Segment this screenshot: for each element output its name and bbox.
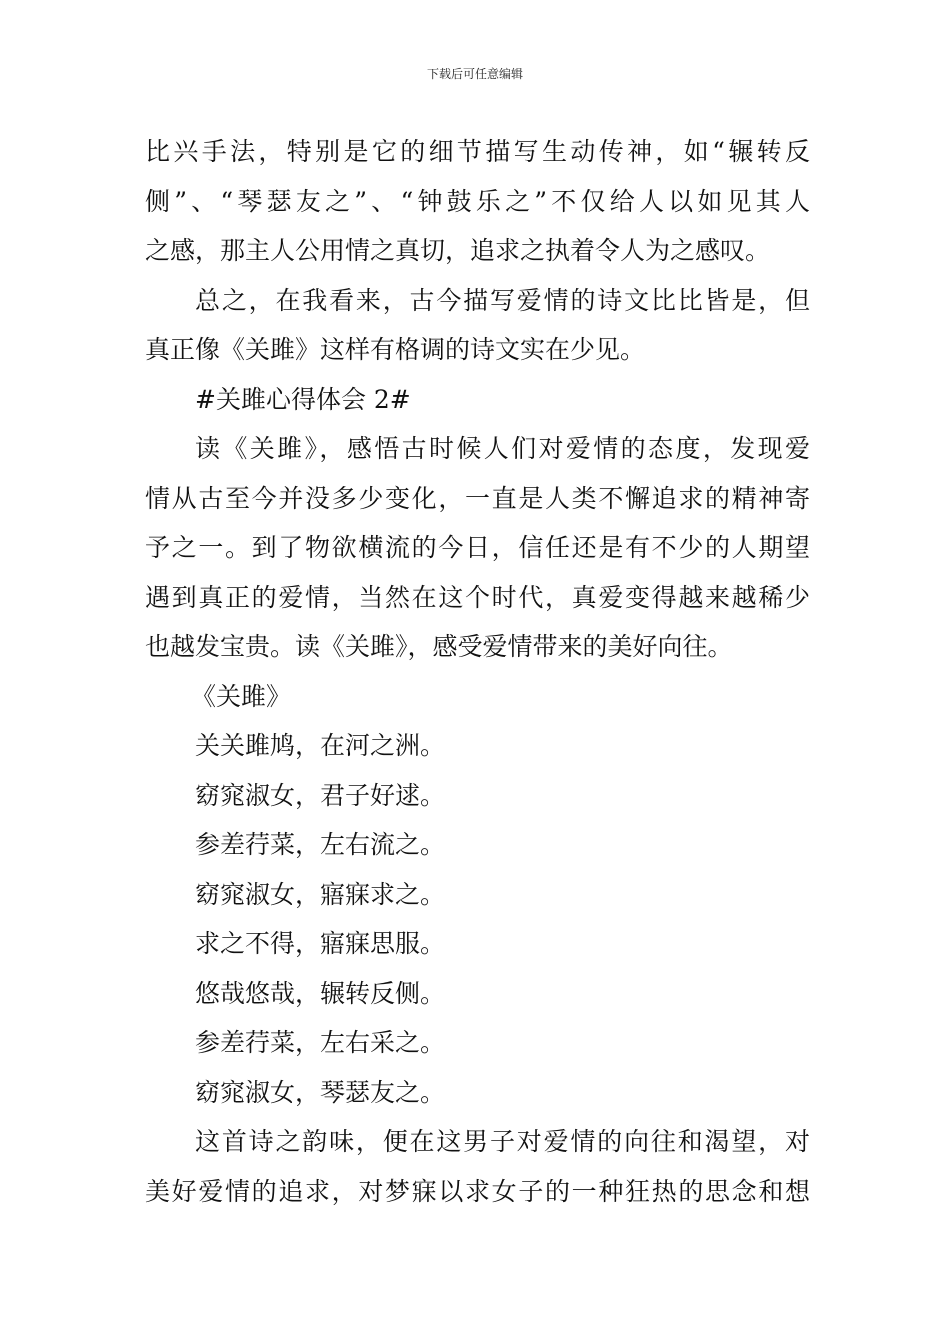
paragraph-start: 读《关雎》，感悟古时候人们对爱情的态度，发现爱 [195, 434, 810, 463]
poem-line: 关关雎鸠，在河之洲。 [195, 731, 446, 760]
poem-line: 悠哉悠哉，辗转反侧。 [195, 978, 446, 1008]
text-line: 美好爱情的追求，对梦寐以求女子的一种狂热的思念和想 [145, 1176, 810, 1206]
text-line: 比兴手法，特别是它的细节描写生动传神，如“辗转反 [145, 137, 810, 166]
text-line: 情从古至今并没多少变化，一直是人类不懈追求的精神寄 [145, 483, 810, 513]
poem-line: 窈窕淑女，寤寐求之。 [195, 879, 446, 909]
poem-line: 窈窕淑女，君子好逑。 [195, 780, 446, 810]
poem-title: 《关雎》 [191, 681, 292, 711]
text-line: 之感，那主人公用情之真切，追求之执着令人为之感叹。 [145, 236, 771, 265]
section-heading: #关雎心得体会 2# [195, 384, 411, 414]
page-header: 下载后可任意编辑 [426, 67, 523, 81]
text-line: 予之一。到了物欲横流的今日，信任还是有不少的人期望 [145, 533, 810, 562]
text-line: 也越发宝贵。读《关雎》，感受爱情带来的美好向往。 [145, 632, 733, 661]
paragraph-start: 总之，在我看来，古今描写爱情的诗文比比皆是，但 [195, 285, 810, 315]
text-line: 真正像《关雎》这样有格调的诗文实在少见。 [145, 335, 646, 364]
poem-line: 参差荇菜，左右采之。 [195, 1028, 446, 1057]
text-line: 遇到真正的爱情，当然在这个时代，真爱变得越来越稀少 [145, 582, 810, 612]
paragraph-start: 这首诗之韵味，便在这男子对爱情的向往和渴望，对 [195, 1127, 810, 1156]
poem-line: 参差荇菜，左右流之。 [195, 830, 446, 859]
poem-line: 求之不得，寤寐思服。 [195, 929, 446, 958]
poem-line: 窈窕淑女，琴瑟友之。 [195, 1077, 446, 1107]
text-line: 侧”、“琴瑟友之”、“钟鼓乐之”不仅给人以如见其人 [145, 186, 810, 216]
document-body [145, 127, 810, 1216]
